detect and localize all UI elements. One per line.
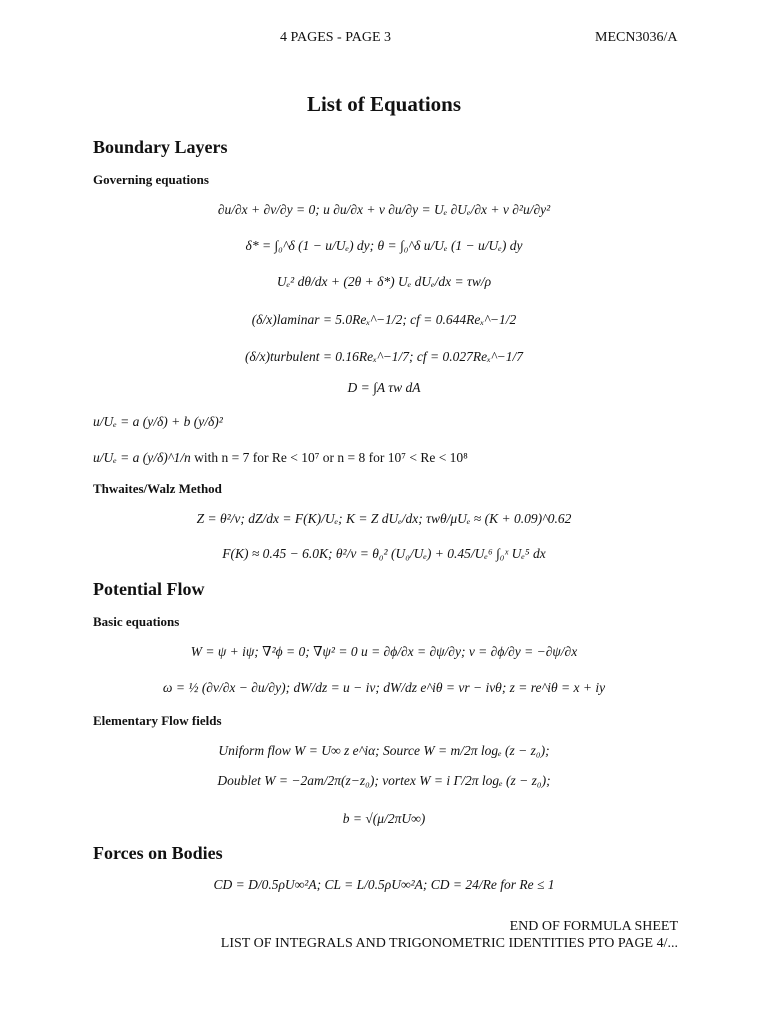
- equation-complex-potential: W = ψ + iψ; ∇²ϕ = 0; ∇ψ² = 0 u = ∂ϕ/∂x = ∂ψ/∂y; v = ∂ϕ/∂y = −∂ψ/∂x: [190, 644, 578, 659]
- equation-drag-lift-coefficients: CD = D/0.5ρU∞²A; CL = L/0.5ρU∞²A; CD = 24/Re for Re ≤ 1: [213, 877, 555, 892]
- equation-velocity-profile-quadratic: u/Uₑ = a (y/δ) + b (y/δ)²: [93, 414, 223, 429]
- power-law-condition: with n = 7 for Re < 10⁷ or n = 8 for 10⁷ < Re < 10⁸: [194, 450, 468, 465]
- page-title: List of Equations: [306, 92, 462, 116]
- equation-thwaites-solution: F(K) ≈ 0.45 − 6.0K; θ²/ν = θ₀² (U₀/Uₑ) + 0.45/Uₑ⁶ ∫₀ˣ Uₑ⁵ dx: [222, 546, 546, 561]
- page-number-label: 4 PAGES - PAGE 3: [280, 30, 391, 45]
- section-heading-potential-flow: Potential Flow: [93, 579, 205, 599]
- equation-cylinder-radius: b = √(μ/2πU∞): [342, 811, 426, 826]
- equation-continuity-momentum: ∂u/∂x + ∂v/∂y = 0; u ∂u/∂x + v ∂u/∂y = Uₑ ∂Uₑ/∂x + ν ∂²u/∂y²: [217, 202, 551, 217]
- subheading-governing-equations: Governing equations: [93, 172, 209, 187]
- equation-turbulent-thickness: (δ/x)turbulent = 0.16Reₓ^−1/7; cf = 0.027Reₓ^−1/7: [244, 349, 524, 364]
- section-heading-forces-on-bodies: Forces on Bodies: [93, 843, 223, 863]
- equation-laminar-thickness: (δ/x)laminar = 5.0Reₓ^−1/2; cf = 0.644Reₓ^−1/2: [251, 312, 517, 327]
- subheading-thwaites-walz: Thwaites/Walz Method: [93, 481, 222, 496]
- course-code: MECN3036/A: [595, 30, 678, 45]
- subheading-elementary-flow-fields: Elementary Flow fields: [93, 713, 222, 728]
- section-heading-boundary-layers: Boundary Layers: [93, 137, 228, 157]
- footer-end-of-sheet: END OF FORMULA SHEET: [509, 919, 678, 934]
- power-law-formula: u/Uₑ = a (y/δ)^1/n: [93, 450, 191, 465]
- equation-drag-integral: D = ∫A τw dA: [347, 380, 421, 395]
- equation-displacement-momentum-thickness: δ* = ∫₀^δ (1 − u/Uₑ) dy; θ = ∫₀^δ u/Uₑ (1 − u/Uₑ) dy: [245, 238, 523, 253]
- equation-doublet-vortex: Doublet W = −2am/2π(z−z₀); vortex W = i Γ/2π logₑ (z − z₀);: [217, 773, 551, 788]
- footer-next-page-note: LIST OF INTEGRALS AND TRIGONOMETRIC IDENTITIES PTO PAGE 4/...: [220, 936, 678, 951]
- subheading-basic-equations: Basic equations: [93, 614, 180, 629]
- equation-momentum-integral: Uₑ² dθ/dx + (2θ + δ*) Uₑ dUₑ/dx = τw/ρ: [276, 274, 492, 289]
- equation-thwaites-parameters: Z = θ²/ν; dZ/dx = F(K)/Uₑ; K = Z dUₑ/dx; τwθ/μUₑ ≈ (K + 0.09)^0.62: [196, 511, 572, 526]
- equation-uniform-flow-source: Uniform flow W = U∞ z e^iα; Source W = m/2π logₑ (z − z₀);: [218, 743, 550, 758]
- equation-vorticity-velocity: ω = ½ (∂v/∂x − ∂u/∂y); dW/dz = u − iv; dW/dz e^iθ = vr − ivθ; z = re^iθ = x + iy: [162, 680, 606, 695]
- equation-velocity-profile-power-law: [93, 450, 468, 466]
